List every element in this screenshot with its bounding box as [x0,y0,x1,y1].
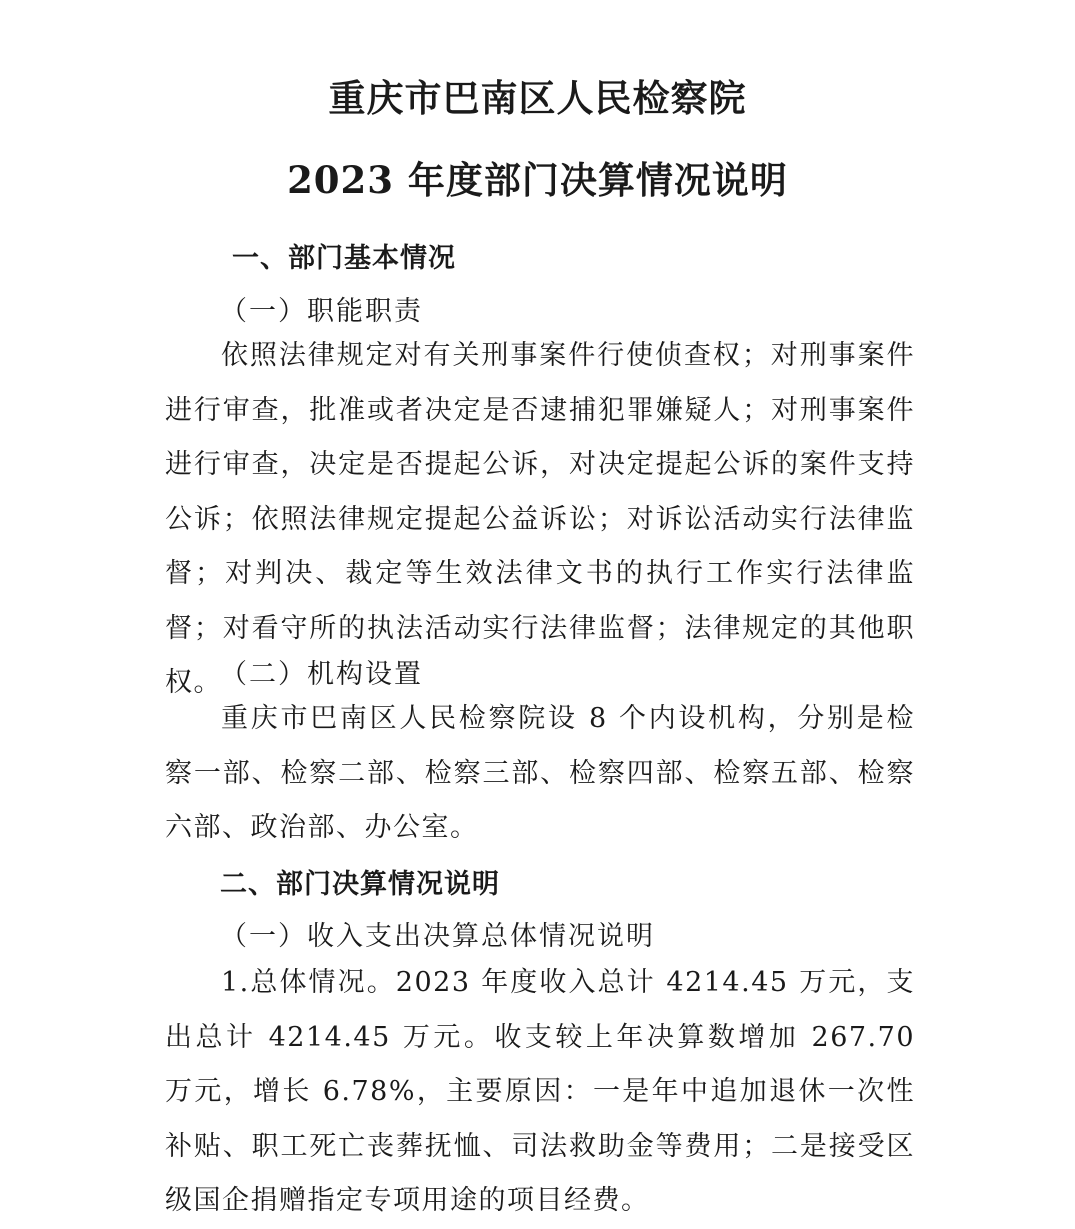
document-title-line1: 重庆市巴南区人民检察院 [328,76,747,120]
section2-heading: 二、部门决算情况说明 [220,869,500,900]
section1-heading: 一、部门基本情况 [232,243,456,274]
document-title-line2: 2023 年度部门决算情况说明 [287,158,788,202]
section2-sub1-paragraph: 1.总体情况。2023 年度收入总计 4214.45 万元，支出总计 4214.45 万元。收支较上年决算数增加 267.70 万元，增长 6.78%，主要原因：一是年中追加退休一次性补贴、职工死亡丧葬抚恤、司法救助金等费用；二是接受区级国企捐赠指定专项用途的项目经费。 [165,967,915,1216]
section1-sub2-heading: （二）机构设置 [220,659,423,690]
section2-sub1-heading: （一）收入支出决算总体情况说明 [220,921,655,952]
section1-sub1-paragraph: 依照法律规定对有关刑事案件行使侦查权；对刑事案件进行审查，批准或者决定是否逮捕犯罪嫌疑人；对刑事案件进行审查，决定是否提起公诉，对决定提起公诉的案件支持公诉；依照法律规定提起公益诉讼；对诉讼活动实行法律监督；对判决、裁定等生效法律文书的执行工作实行法律监督；对看守所的执法活动实行法律监督；法律规定的其他职权。 [165,340,915,698]
section1-sub1-heading: （一）职能职责 [220,296,423,327]
section1-sub2-paragraph: 重庆市巴南区人民检察院设 8 个内设机构，分别是检察一部、检察二部、检察三部、检察四部、检察五部、检察六部、政治部、办公室。 [165,703,915,843]
